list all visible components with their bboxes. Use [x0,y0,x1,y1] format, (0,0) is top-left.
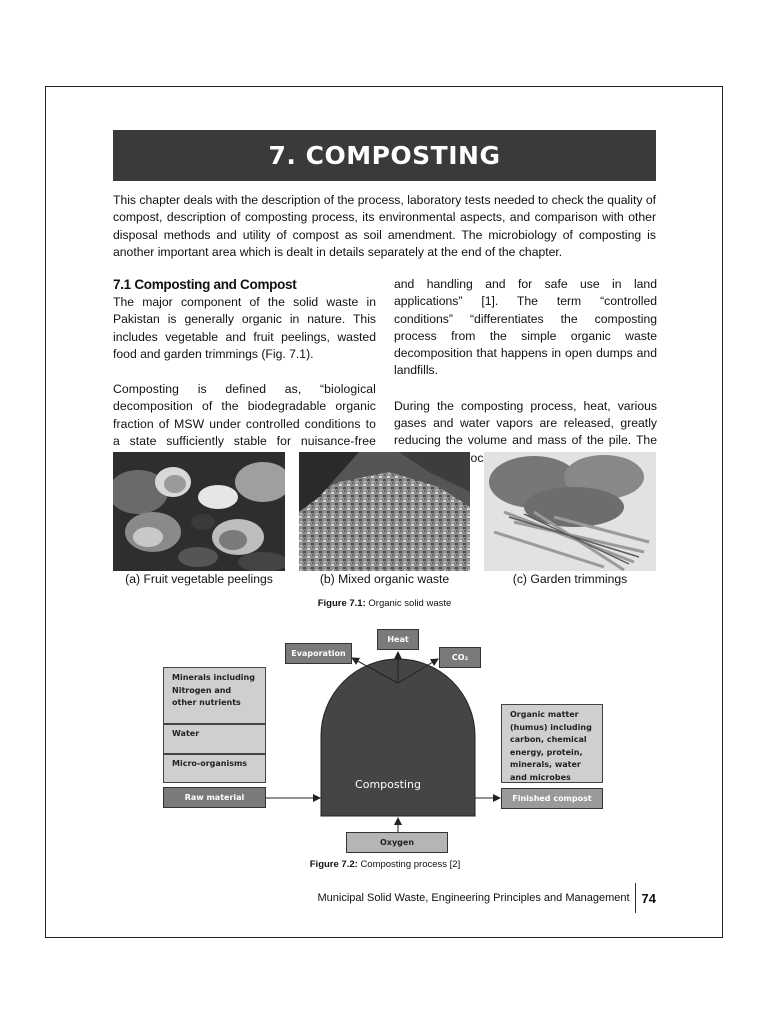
water-box: Water [163,724,266,754]
book-title: Municipal Solid Waste, Engineering Principles and Management [317,892,630,904]
paragraph-4: During the composting process, heat, various gases and water vapors are released, greatly reducing the volume and mass of the pile. The process [394,398,657,465]
footer-separator [635,883,636,913]
section-title: 7.1 Composting and Compost [113,277,297,292]
minerals-box: Minerals including Nitrogen and other nutrients [163,667,266,724]
paragraph-1: The major component of the solid waste in Pakistan is generally organic in nature. This includes vegetable and fruit peelings, wasted food and garden trimmings (Fig. 7.1). [113,295,376,361]
paragraph-2: Composting is defined as, “biological decomposition of the biodegradable organic fraction of MSW under controlled conditions to a state sufficiently stable for nuisance-free [113,382,376,449]
organic-matter-box: Organic matter (humus) including carbon, chemical energy, protein, minerals, water and microbes [501,704,603,783]
evaporation-box: Evaporation [285,643,352,664]
raw-material-box: Raw material [163,787,266,808]
figure-7-2-label: Figure 7.2: [309,859,358,870]
co2-box: CO₂ [439,647,481,668]
paragraph-3: and handling and for safe use in land applications” [1]. The term “controlled conditions” “differentiates the composting process from the simple organic waste decomposition that happens in open dumps and landfills. [394,277,657,378]
figure-7-1-label: Figure 7.1: [317,598,366,609]
caption-b: (b) Mixed organic waste [319,572,450,586]
finished-compost-box: Finished compost [501,788,603,809]
caption-c: (c) Garden trimmings [512,572,628,586]
figure-7-1-title: Organic solid waste [368,598,452,609]
oxygen-box: Oxygen [346,832,448,853]
figure-7-2-caption [300,859,470,870]
micro-organisms-box: Micro-organisms [163,754,266,783]
composting-label: Composting [355,778,421,791]
intro-paragraph: This chapter deals with the description of the process, laboratory tests needed to check the quality of compost, description of composting process, its environmental aspects, and comparison with other disposal methods and utility of compost as soil amendment. The microbiology of composting is another important area which is dealt in details separately at the end of the chapter. [113,193,656,259]
chapter-title: 7. COMPOSTING [113,130,656,181]
caption-a: (a) Fruit vegetable peelings [125,572,273,586]
figure-7-2-title: Composting process [2] [360,859,461,870]
page-footer [317,883,656,913]
heat-box: Heat [377,629,419,650]
page-number: 74 [641,890,656,906]
